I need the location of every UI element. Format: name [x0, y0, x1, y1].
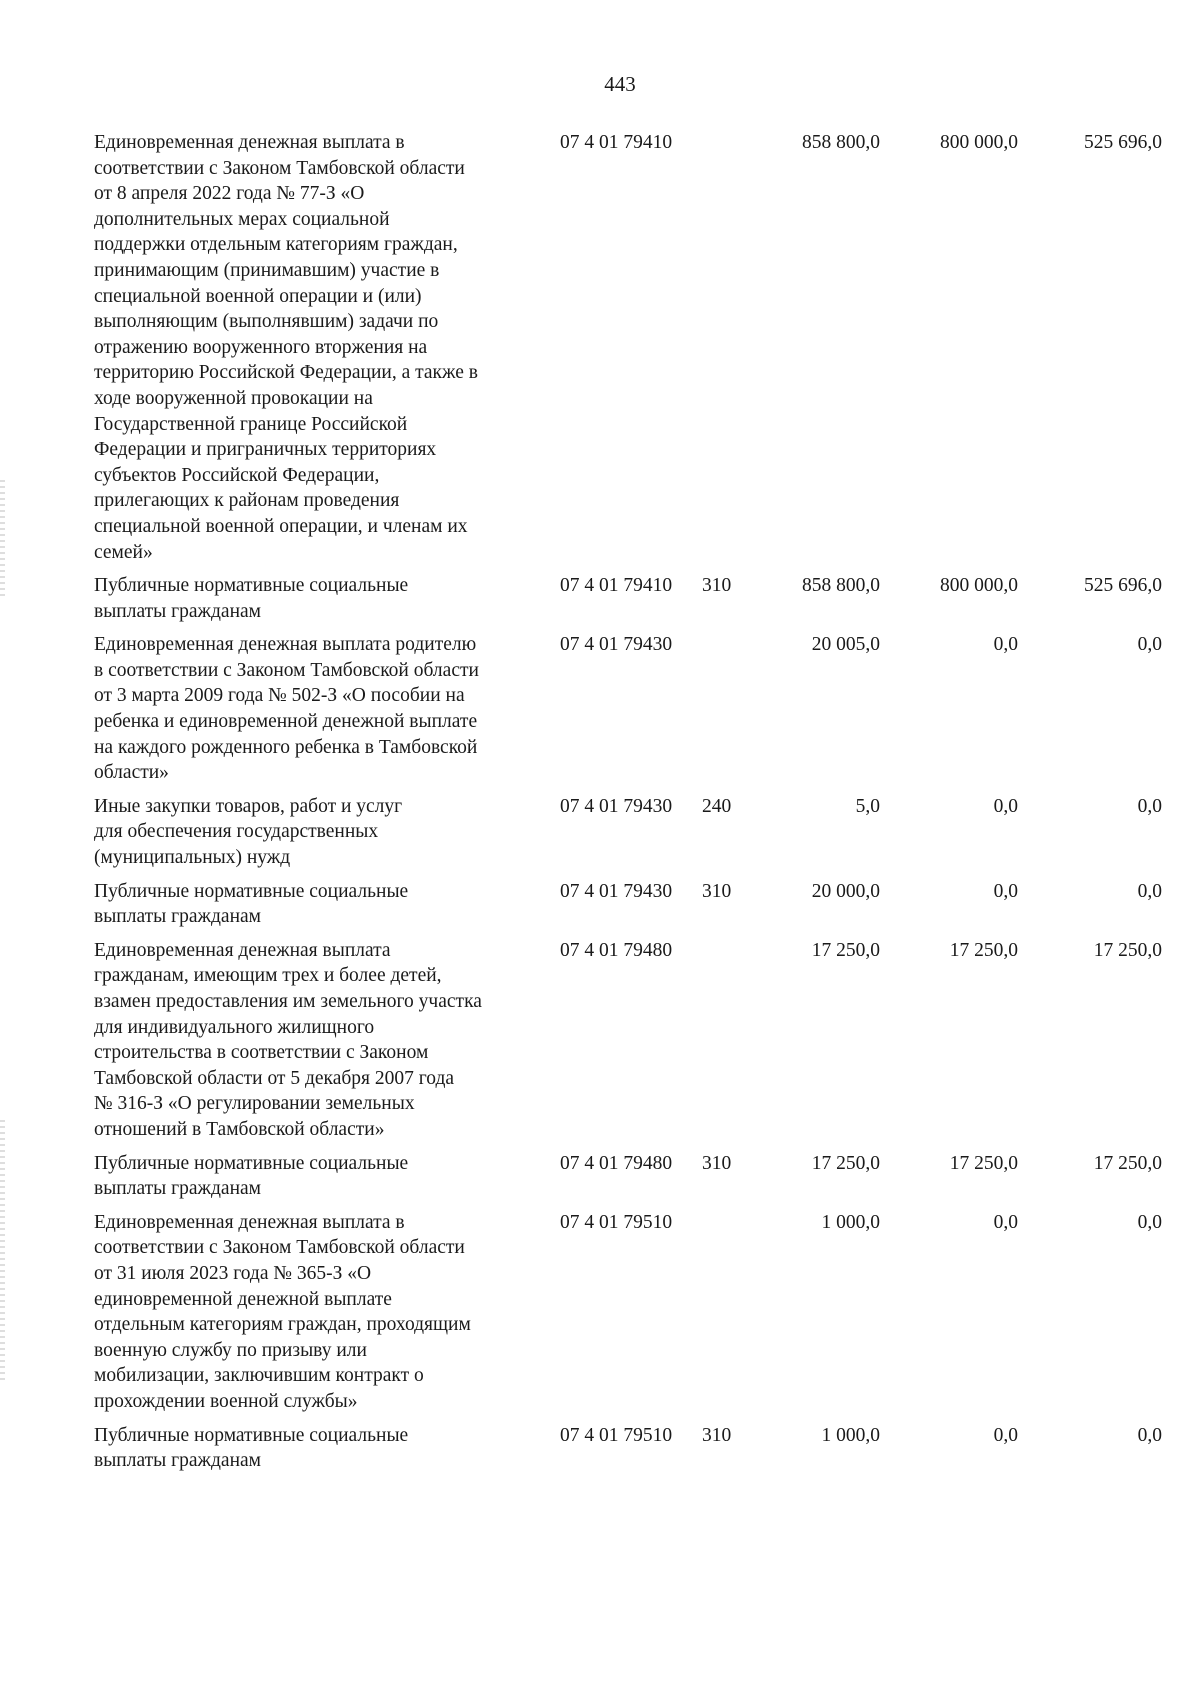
row-amount-3: 0,0: [1137, 795, 1162, 817]
row-amount-1: 17 250,0: [811, 1152, 880, 1174]
scan-edge-mark: [0, 1120, 5, 1380]
row-amount-3: 17 250,0: [1093, 1152, 1162, 1174]
row-amount-3: 0,0: [1137, 1424, 1162, 1446]
table-row: [94, 794, 1174, 871]
row-amount-2: 0,0: [993, 880, 1018, 902]
row-amount-2: 0,0: [993, 1211, 1018, 1233]
row-description: Иные закупки товаров, работ и услуг для обеспечения государственных (муниципальных) нужд: [94, 795, 403, 869]
table-row: [94, 1423, 1174, 1474]
row-amount-3: 17 250,0: [1093, 939, 1162, 961]
row-target-code: 07 4 01 79510: [560, 1424, 673, 1446]
row-expense-type: 310: [702, 1152, 732, 1174]
row-description: Единовременная денежная выплата в соответствии с Законом Тамбовской области от 31 июля 2023 года № 365-З «О единовременной денежной выплате отдельным категориям граждан, проходящим военную службу по призыву или мобилизации, заключившим контракт о прохождении военной службы»: [94, 1211, 471, 1412]
row-target-code: 07 4 01 79480: [560, 1152, 673, 1174]
row-amount-2: 800 000,0: [940, 132, 1018, 153]
page-number: 443: [604, 72, 636, 96]
row-amount-3: 525 696,0: [1084, 575, 1162, 597]
row-amount-3: 0,0: [1137, 1211, 1162, 1233]
row-target-code: 07 4 01 79430: [560, 795, 673, 817]
row-amount-1: 5,0: [855, 795, 880, 817]
row-amount-2: 0,0: [993, 795, 1018, 817]
table-row: [94, 573, 1174, 624]
table-row: [94, 1210, 1174, 1415]
row-amount-1: 20 005,0: [811, 634, 880, 656]
row-target-code: 07 4 01 79430: [560, 880, 673, 902]
table-row: [94, 1151, 1174, 1202]
row-target-code: 07 4 01 79410: [560, 132, 673, 153]
row-amount-2: 0,0: [993, 634, 1018, 656]
row-amount-2: 0,0: [993, 1424, 1018, 1446]
row-amount-1: 17 250,0: [811, 939, 880, 961]
row-amount-1: 1 000,0: [821, 1211, 880, 1233]
table-row: [94, 130, 1174, 565]
budget-table: [94, 130, 1174, 1482]
row-amount-3: 525 696,0: [1084, 132, 1162, 153]
row-target-code: 07 4 01 79430: [560, 634, 673, 656]
row-amount-2: 17 250,0: [949, 1152, 1018, 1174]
row-amount-3: 0,0: [1137, 880, 1162, 902]
row-amount-1: 1 000,0: [821, 1424, 880, 1446]
row-target-code: 07 4 01 79510: [560, 1211, 673, 1233]
row-expense-type: 310: [702, 575, 732, 597]
row-amount-2: 800 000,0: [940, 575, 1018, 597]
table-row: [94, 632, 1174, 786]
row-amount-1: 858 800,0: [802, 575, 880, 597]
scan-edge-mark: [0, 480, 5, 600]
row-description: Единовременная денежная выплата в соответствии с Законом Тамбовской области от 8 апреля 2022 года № 77-З «О дополнительных мерах социальной поддержки отдельным категориям граждан, принимающим (принимавшим) участие в специальной военной операции и (или) выполняющим (выполнявшим) задачи по отражению вооруженного вторжения на территорию Российской Федерации, а также в ходе вооруженной провокации на Государственной границе Российской Федерации и приграничных территориях субъектов Российской Федерации, прилегающих к районам проведения специальной военной операции, и членам их семей»: [94, 132, 478, 563]
row-description: Единовременная денежная выплата родителю в соответствии с Законом Тамбовской области от 3 марта 2009 года № 502-З «О пособии на ребенка и единовременной денежной выплате на каждого рожденного ребенка в Тамбовской области»: [94, 634, 479, 784]
table-row: [94, 938, 1174, 1143]
row-target-code: 07 4 01 79410: [560, 575, 673, 597]
row-amount-1: 858 800,0: [802, 132, 880, 153]
row-description: Публичные нормативные социальные выплаты гражданам: [94, 1152, 409, 1200]
row-expense-type: 240: [702, 795, 732, 817]
row-expense-type: 310: [702, 1424, 732, 1446]
row-target-code: 07 4 01 79480: [560, 939, 673, 961]
table-row: [94, 879, 1174, 930]
row-amount-2: 17 250,0: [949, 939, 1018, 961]
row-amount-3: 0,0: [1137, 634, 1162, 656]
row-expense-type: 310: [702, 880, 732, 902]
row-description: Публичные нормативные социальные выплаты гражданам: [94, 575, 409, 622]
row-description: Публичные нормативные социальные выплаты гражданам: [94, 1424, 409, 1472]
row-amount-1: 20 000,0: [811, 880, 880, 902]
row-description: Единовременная денежная выплата гражданам, имеющим трех и более детей, взамен предоставления им земельного участка для индивидуального жилищного строительства в соответствии с Законом Тамбовской области от 5 декабря 2007 года № 316-З «О регулировании земельных отношений в Тамбовской области»: [94, 939, 482, 1140]
row-description: Публичные нормативные социальные выплаты гражданам: [94, 880, 409, 928]
